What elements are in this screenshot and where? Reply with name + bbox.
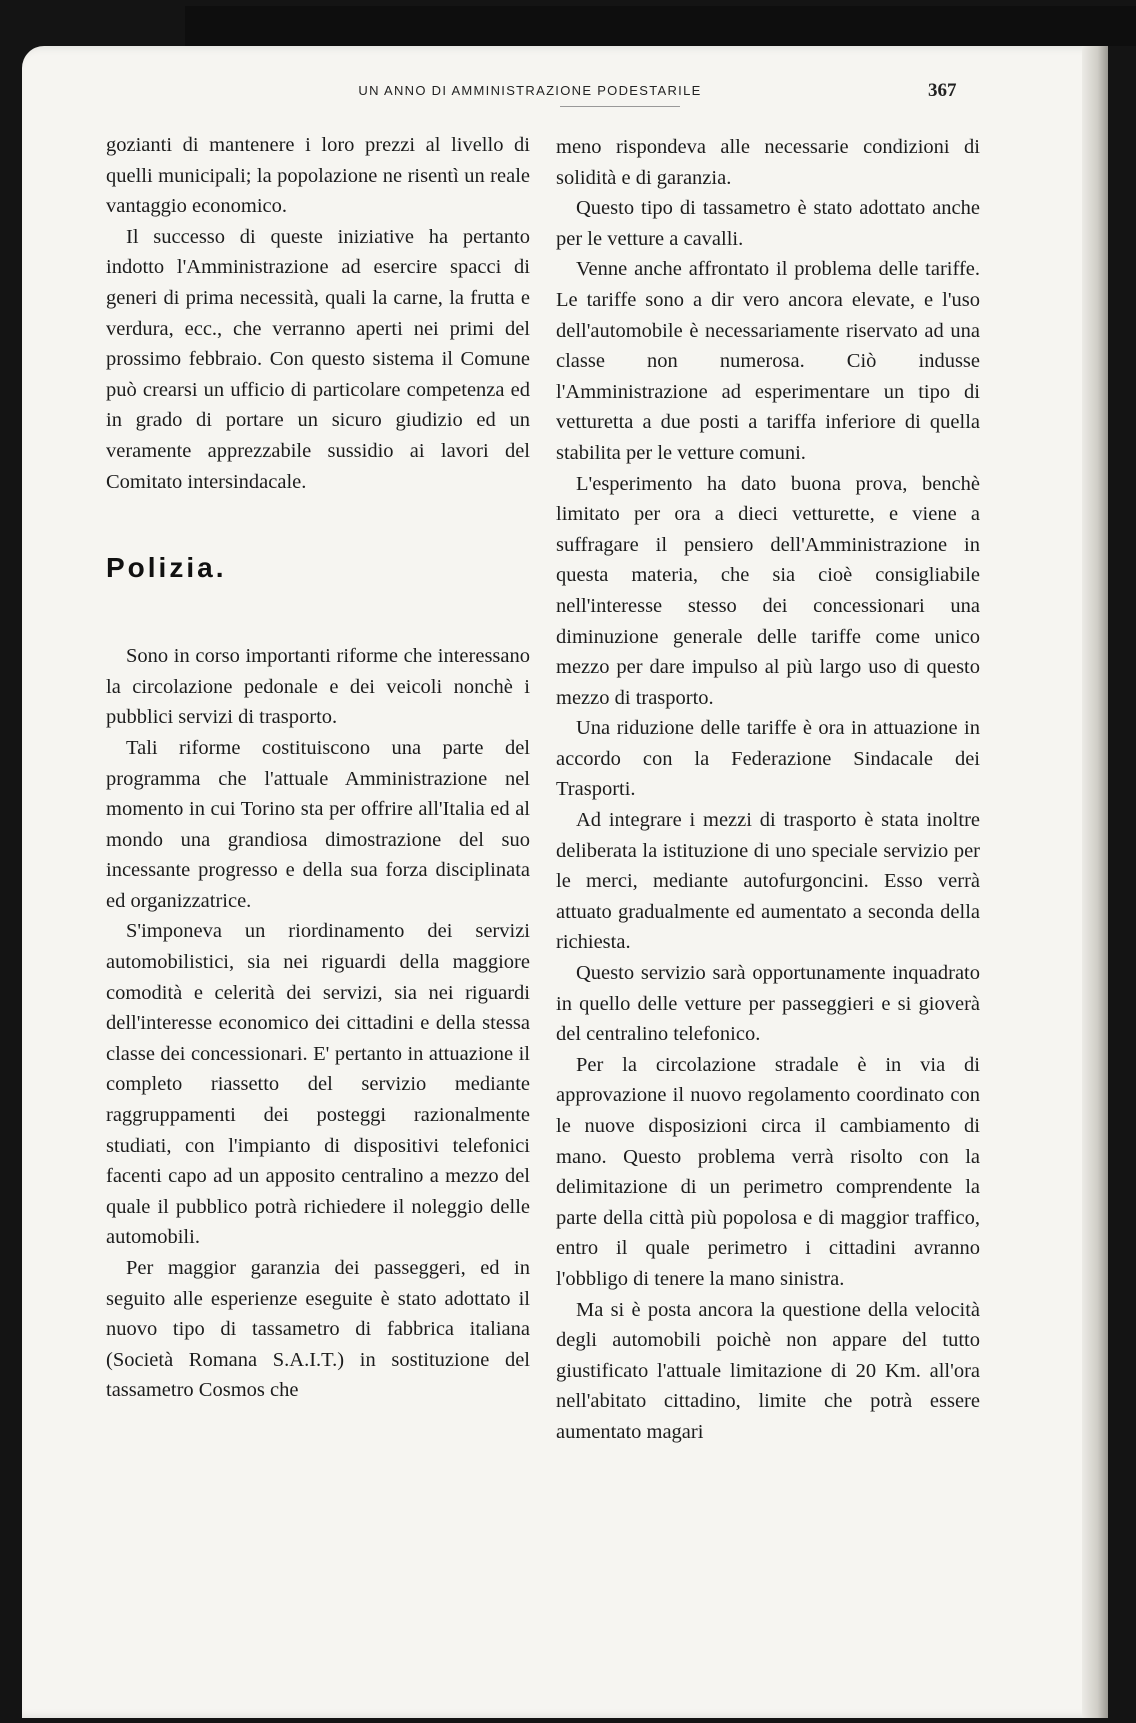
page-number: 367 <box>928 80 957 101</box>
left-column <box>106 130 530 1406</box>
section-heading: Polizia. <box>106 552 227 584</box>
right-paragraph-8: Per la circolazione stradale è in via di approvazione il nuovo regolamento coordinato con le nuove disposizioni circa il cambiamento di mano. Questo problema verrà risolto con la delimitazione di un perimetro comprendente la parte della città più popolosa e di maggior traffico, entro il quale perimetro i cittadini avranno l'obbligo di tenere la mano sinistra. <box>556 1053 980 1290</box>
right-paragraph-5: Una riduzione delle tariffe è ora in attuazione in accordo con la Federazione Sindacale dei Trasporti. <box>556 717 980 801</box>
right-column <box>556 132 980 1448</box>
right-paragraph-1: meno rispondeva alle necessarie condizioni di solidità e di garanzia. <box>556 136 980 189</box>
left-paragraph-1: gozianti di mantenere i loro prezzi al livello di quelli municipali; la popolazione ne risentì un reale vantaggio economico. <box>106 134 530 218</box>
right-paragraph-4: L'esperimento ha dato buona prova, benchè limitato per ora a dieci vetturette, e viene a suffragare il pensiero dell'Amministrazione in questa materia, che sia cioè consigliabile nell'interesse stesso dei concessionari una diminuzione generale delle tariffe come unico mezzo per dare impulso al più largo uso di questo mezzo di trasporto. <box>556 472 980 709</box>
right-paragraph-6: Ad integrare i mezzi di trasporto è stata inoltre deliberata la istituzione di uno speciale servizio per le merci, mediante autofurgoncini. Esso verrà attuato gradualmente ed aumentato a seconda della richiesta. <box>556 809 980 954</box>
right-paragraph-7: Questo servizio sarà opportunamente inquadrato in quello delle vetture per passeggieri e si gioverà del centralino telefonico. <box>556 962 980 1046</box>
left-paragraph-5: S'imponeva un riordinamento dei servizi automobilistici, sia nei riguardi della maggiore comodità e celerità dei servizi, sia nei riguardi dell'interesse economico dei cittadini e della stessa classe dei concessionari. E' pertanto in attuazione il completo riassetto del servizio mediante raggruppamenti dei posteggi razionalmente studiati, con l'impianto di dispositivi telefonici facenti capo ad un apposito centralino a mezzo del quale il pubblico potrà richiedere il noleggio delle automobili. <box>106 920 530 1249</box>
page-gutter-edge <box>1082 46 1108 1718</box>
left-paragraph-2: Il successo di queste iniziative ha pertanto indotto l'Amministrazione ad esercire spacci di generi di prima necessità, quali la carne, la frutta e verdura, ecc., che verranno aperti nei primi del prossimo febbraio. Con questo sistema il Comune può crearsi un ufficio di particolare competenza ed in grado di portare un sicuro giudizio ed un veramente apprezzabile sussidio ai lavori del Comitato intersindacale. <box>106 225 530 493</box>
scan-top-shadow <box>185 6 1136 46</box>
left-paragraph-3: Sono in corso importanti riforme che interessano la circolazione pedonale e dei veicoli nonchè i pubblici servizi di trasporto. <box>106 645 530 729</box>
header-rule <box>560 106 680 107</box>
left-paragraph-4: Tali riforme costituiscono una parte del programma che l'attuale Amministrazione nel momento in cui Torino sta per offrire all'Italia ed al mondo una grandiosa dimostrazione del suo incessante progresso e della sua forza disciplinata ed organizzatrice. <box>106 736 530 912</box>
right-paragraph-2: Questo tipo di tassametro è stato adottato anche per le vetture a cavalli. <box>556 197 980 250</box>
running-title: UN ANNO DI AMMINISTRAZIONE PODESTARILE <box>358 83 702 98</box>
right-paragraph-9: Ma si è posta ancora la questione della velocità degli automobili poichè non appare del tutto giustificato l'attuale limitazione di 20 Km. all'ora nell'abitato cittadino, limite che potrà essere aumentato magari <box>556 1298 980 1443</box>
left-paragraph-6: Per maggior garanzia dei passeggeri, ed in seguito alle esperienze eseguite è stato adottato il nuovo tipo di tassametro di fabbrica italiana (Società Romana S.A.I.T.) in sostituzione del tassametro Cosmos che <box>106 1257 530 1402</box>
right-paragraph-3: Venne anche affrontato il problema delle tariffe. Le tariffe sono a dir vero ancora elevate, e l'uso dell'automobile è necessariamente riservato ad una classe non numerosa. Ciò indusse l'Amministrazione ad esperimentare un tipo di vetturetta a due posti a tariffa inferiore di quella stabilita per le vetture comuni. <box>556 258 980 464</box>
